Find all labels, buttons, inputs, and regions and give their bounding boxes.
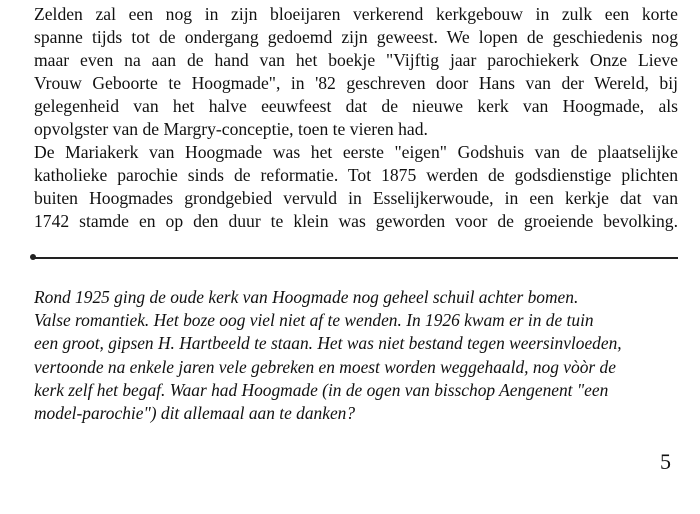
body-line: Vrouw Geboorte te Hoogmade", in '82 geschreven door Hans van der Wereld, bij [34,73,678,93]
caption-line: kerk zelf het begaf. Waar had Hoogmade (in de ogen van bisschop Aengenent "een [34,379,609,400]
body-line: De Mariakerk van Hoogmade was het eerste "eigen" Godshuis van de plaatselijke [34,142,678,162]
body-line: katholieke parochie sinds de reformatie. Tot 1875 werden de godsdienstige plichten [34,165,678,185]
body-line: 1742 stamde en op den duur te klein was geworden voor de groeiende bevolking. [34,211,678,231]
page-number: 5 [660,449,671,474]
caption-line: vertoonde na enkele jaren vele gebreken en moest worden weggehaald, nog vòòr de [34,356,616,377]
section-divider [34,257,678,259]
body-line: buiten Hoogmades grondgebied vervuld in Esselijkerwoude, in een kerkje dat van [34,188,678,208]
body-line: spanne tijds tot de ondergang gedoemd zijn geweest. We lopen de geschiedenis nog [34,27,678,47]
body-text [34,3,678,233]
caption-line: Rond 1925 ging de oude kerk van Hoogmade nog geheel schuil achter bomen. [34,287,579,307]
body-line: opvolgster van de Margry-conceptie, toen te vieren had. [34,119,428,139]
photo-caption [34,286,682,425]
caption-line: model-parochie") dit allemaal aan te danken? [34,403,356,424]
body-line: maar even na aan de hand van het boekje "Vijftig jaar parochiekerk Onze Lieve [34,50,678,70]
body-line: Zelden zal een nog in zijn bloeijaren verkerend kerkgebouw in zulk een korte [34,4,678,24]
caption-line: een groot, gipsen H. Hartbeeld te staan. Het was niet bestand tegen weersinvloeden, [34,333,622,354]
caption-line: Valse romantiek. Het boze oog viel niet af te wenden. In 1926 kwam er in de tuin [34,310,594,331]
body-line: gelegenheid van het halve eeuwfeest dat de nieuwe kerk van Hoogmade, als [34,96,678,116]
